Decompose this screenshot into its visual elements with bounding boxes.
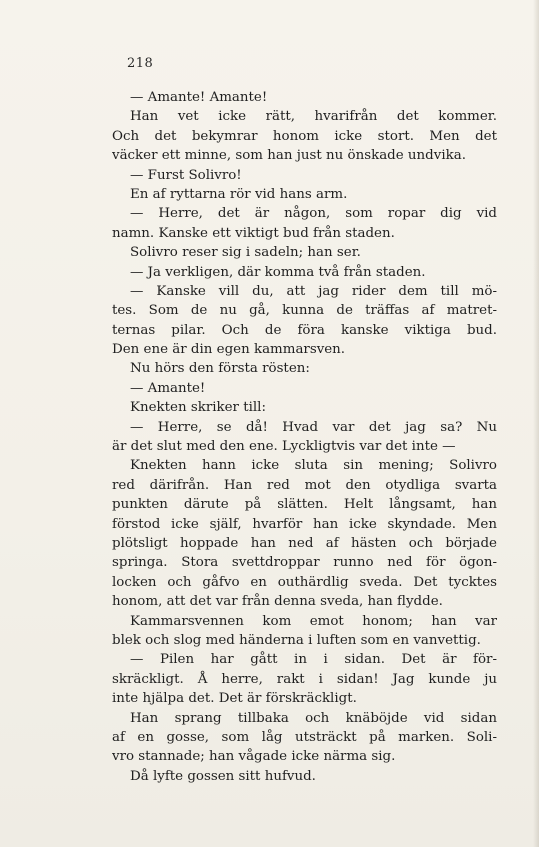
text-line: väcker ett minne, som han just nu önskade undvika. bbox=[112, 148, 466, 164]
text-line: honom, att det var från denna sveda, han flydde. bbox=[112, 594, 443, 610]
text-line: springa. Stora svettdroppar runno ned för ögon- bbox=[112, 555, 497, 571]
text-line: tes. Som de nu gå, kunna de träffas af matret- bbox=[112, 303, 497, 319]
text-line: är det slut med den ene. Lyckligtvis var det inte — bbox=[112, 439, 456, 455]
page-number: 218 bbox=[127, 56, 154, 71]
text-line: Han sprang tillbaka och knäböjde vid sidan bbox=[130, 710, 497, 726]
text-line: — Pilen har gått in i sidan. Det är för- bbox=[130, 652, 497, 668]
text-line: förstod icke själf, hvarför han icke skyndade. Men bbox=[112, 516, 497, 532]
text-line: Knekten hann icke sluta sin mening; Solivro bbox=[130, 458, 497, 474]
text-line: Han vet icke rätt, hvarifrån det kommer. bbox=[130, 109, 497, 125]
text-line: red därifrån. Han red mot den otydliga svarta bbox=[112, 477, 497, 493]
text-line: namn. Kanske ett viktigt bud från staden. bbox=[112, 225, 395, 241]
text-line: locken och gåfvo en outhärdlig sveda. Det tycktes bbox=[112, 574, 497, 590]
text-line: Den ene är din egen kammarsven. bbox=[112, 342, 346, 358]
text-line: Då lyfte gossen sitt hufvud. bbox=[130, 768, 316, 784]
text-line: — Kanske vill du, att jag rider dem till mö- bbox=[130, 283, 497, 299]
text-line: — Amante! bbox=[130, 380, 206, 396]
text-line: Och det bekymrar honom icke stort. Men det bbox=[112, 128, 497, 144]
page-edge-shadow bbox=[533, 0, 539, 847]
body-text bbox=[112, 88, 497, 786]
text-line: Knekten skriker till: bbox=[130, 400, 266, 416]
text-line: — Ja verkligen, där komma två från staden. bbox=[130, 264, 426, 280]
text-line: punkten därute på slätten. Helt långsamt, han bbox=[112, 497, 497, 513]
text-line: Nu hörs den första rösten: bbox=[130, 361, 310, 377]
text-line: af en gosse, som låg utsträckt på marken. Soli- bbox=[112, 729, 497, 745]
text-line: vro stannade; han vågade icke närma sig. bbox=[112, 749, 396, 765]
text-line: skräckligt. Å herre, rakt i sidan! Jag kunde ju bbox=[112, 671, 497, 687]
text-line: inte hjälpa det. Det är förskräckligt. bbox=[112, 691, 357, 707]
text-line: En af ryttarna rör vid hans arm. bbox=[130, 186, 348, 202]
text-line: — Herre, det är någon, som ropar dig vid bbox=[130, 206, 497, 222]
text-line: Solivro reser sig i sadeln; han ser. bbox=[130, 245, 361, 261]
text-line: Kammarsvennen kom emot honom; han var bbox=[130, 613, 497, 629]
text-line: — Furst Solivro! bbox=[130, 167, 242, 183]
text-line: ternas pilar. Och de föra kanske viktiga bud. bbox=[112, 322, 497, 338]
text-line: — Amante! Amante! bbox=[130, 90, 268, 105]
text-line: plötsligt hoppade han ned af hästen och började bbox=[112, 535, 497, 551]
text-line: — Herre, se då! Hvad var det jag sa? Nu bbox=[130, 419, 497, 435]
text-line: blek och slog med händerna i luften som en vanvettig. bbox=[112, 632, 481, 648]
